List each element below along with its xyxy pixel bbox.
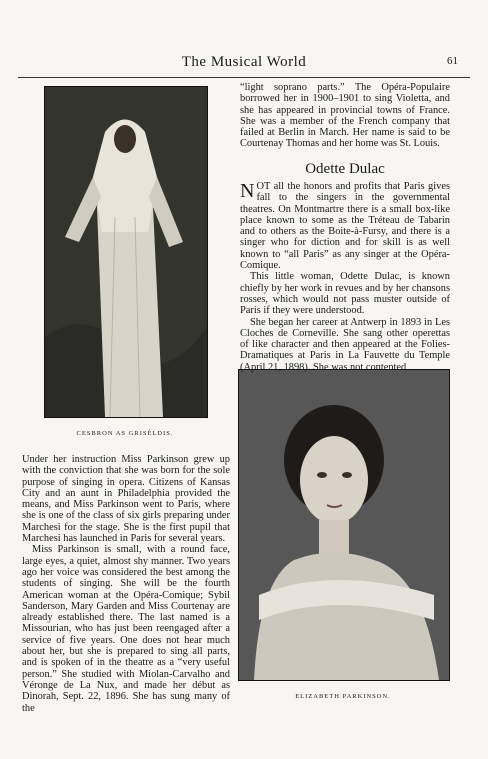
photo-cesbron-figure: [45, 87, 207, 417]
article-heading: Odette Dulac: [305, 161, 385, 177]
article-first-paragraph: [240, 181, 450, 271]
photo-elizabeth-parkinson: [238, 369, 450, 681]
article-paragraph: She began her career at Antwerp in 1893 in Les Cloches de Corneville. She sang other operettas of like character and then appeared at the Folies-Dramatiques at Paris in La Fauvette du Temple (April 21, 1898). She was not contented: [240, 316, 450, 373]
header-rule: [18, 77, 470, 78]
left-column-paragraph: Miss Parkinson is small, with a round face, large eyes, a quiet, almost shy manner. Two years ago her voice was considered the best among the students of singing. She will be the fourth American woman at the Opéra-Comique; Sybil Sanderson, Mary Garden and Miss Courtenay are already established there. The last named is a Missourian, who has just been reengaged after a service of five years. One does not hear much about her, but she is prepared to sing all parts, and is spoken of in the theatre as a “very useful person.” She studied with Miolan-Carvalho and Véronge de La Nux, and made her début as Dinorah, Sept. 22, 1896. She has sung many of the: [22, 544, 230, 714]
left-column-paragraph: Under her instruction Miss Parkinson grew up with the conviction that she was born for the sole purpose of singing in opera. Citizens of Kansas City and an aunt in Philadelphia provided the means, and Miss Parkinson went to Paris, where she is one of the class of six girls preparing under Marchesi for the stage. She is the first pupil that Marchesi has launched in Paris for several years.: [22, 454, 230, 545]
article-body: [240, 181, 450, 373]
left-column-text: [22, 454, 230, 714]
page-number: 61: [447, 55, 458, 67]
article-continued-text: [240, 82, 450, 150]
article-paragraph: This little woman, Odette Dulac, is known chiefly by her work in revues and by her chansons rosses, which would not pass muster outside of Paris if they were understood.: [240, 271, 450, 317]
photo-parkinson-figure: [239, 370, 449, 680]
page-header-title: The Musical World: [181, 54, 307, 70]
article-dropcap: N: [240, 180, 255, 202]
photo-caption-parkinson: ELIZABETH PARKINSON.: [295, 693, 391, 700]
article-first-paragraph-text: OT all the honors and profits that Paris gives fall to the singers in the governmental theatres. On Montmartre there is a small box-like place known to some as the Tréteau de Tabarin and to others as the Boite-à-Fursy, and there is a singer who for diction and for skill is as well known to “all Paris” as any singer at the Opéra-Comique.: [240, 181, 450, 272]
photo-caption-cesbron: CESBRON AS GRISÉLDIS.: [76, 430, 174, 437]
photo-cesbron-griseldis: [44, 86, 208, 418]
article-continued-paragraph: “light soprano parts.” The Opéra-Populaire borrowed her in 1900–1901 to sing Violetta, and she has appeared in provincial towns of France. She was a member of the French company that failed at Berlin in March. Her name is said to be Courtenay Thomas and her home was St. Louis.: [240, 82, 450, 150]
